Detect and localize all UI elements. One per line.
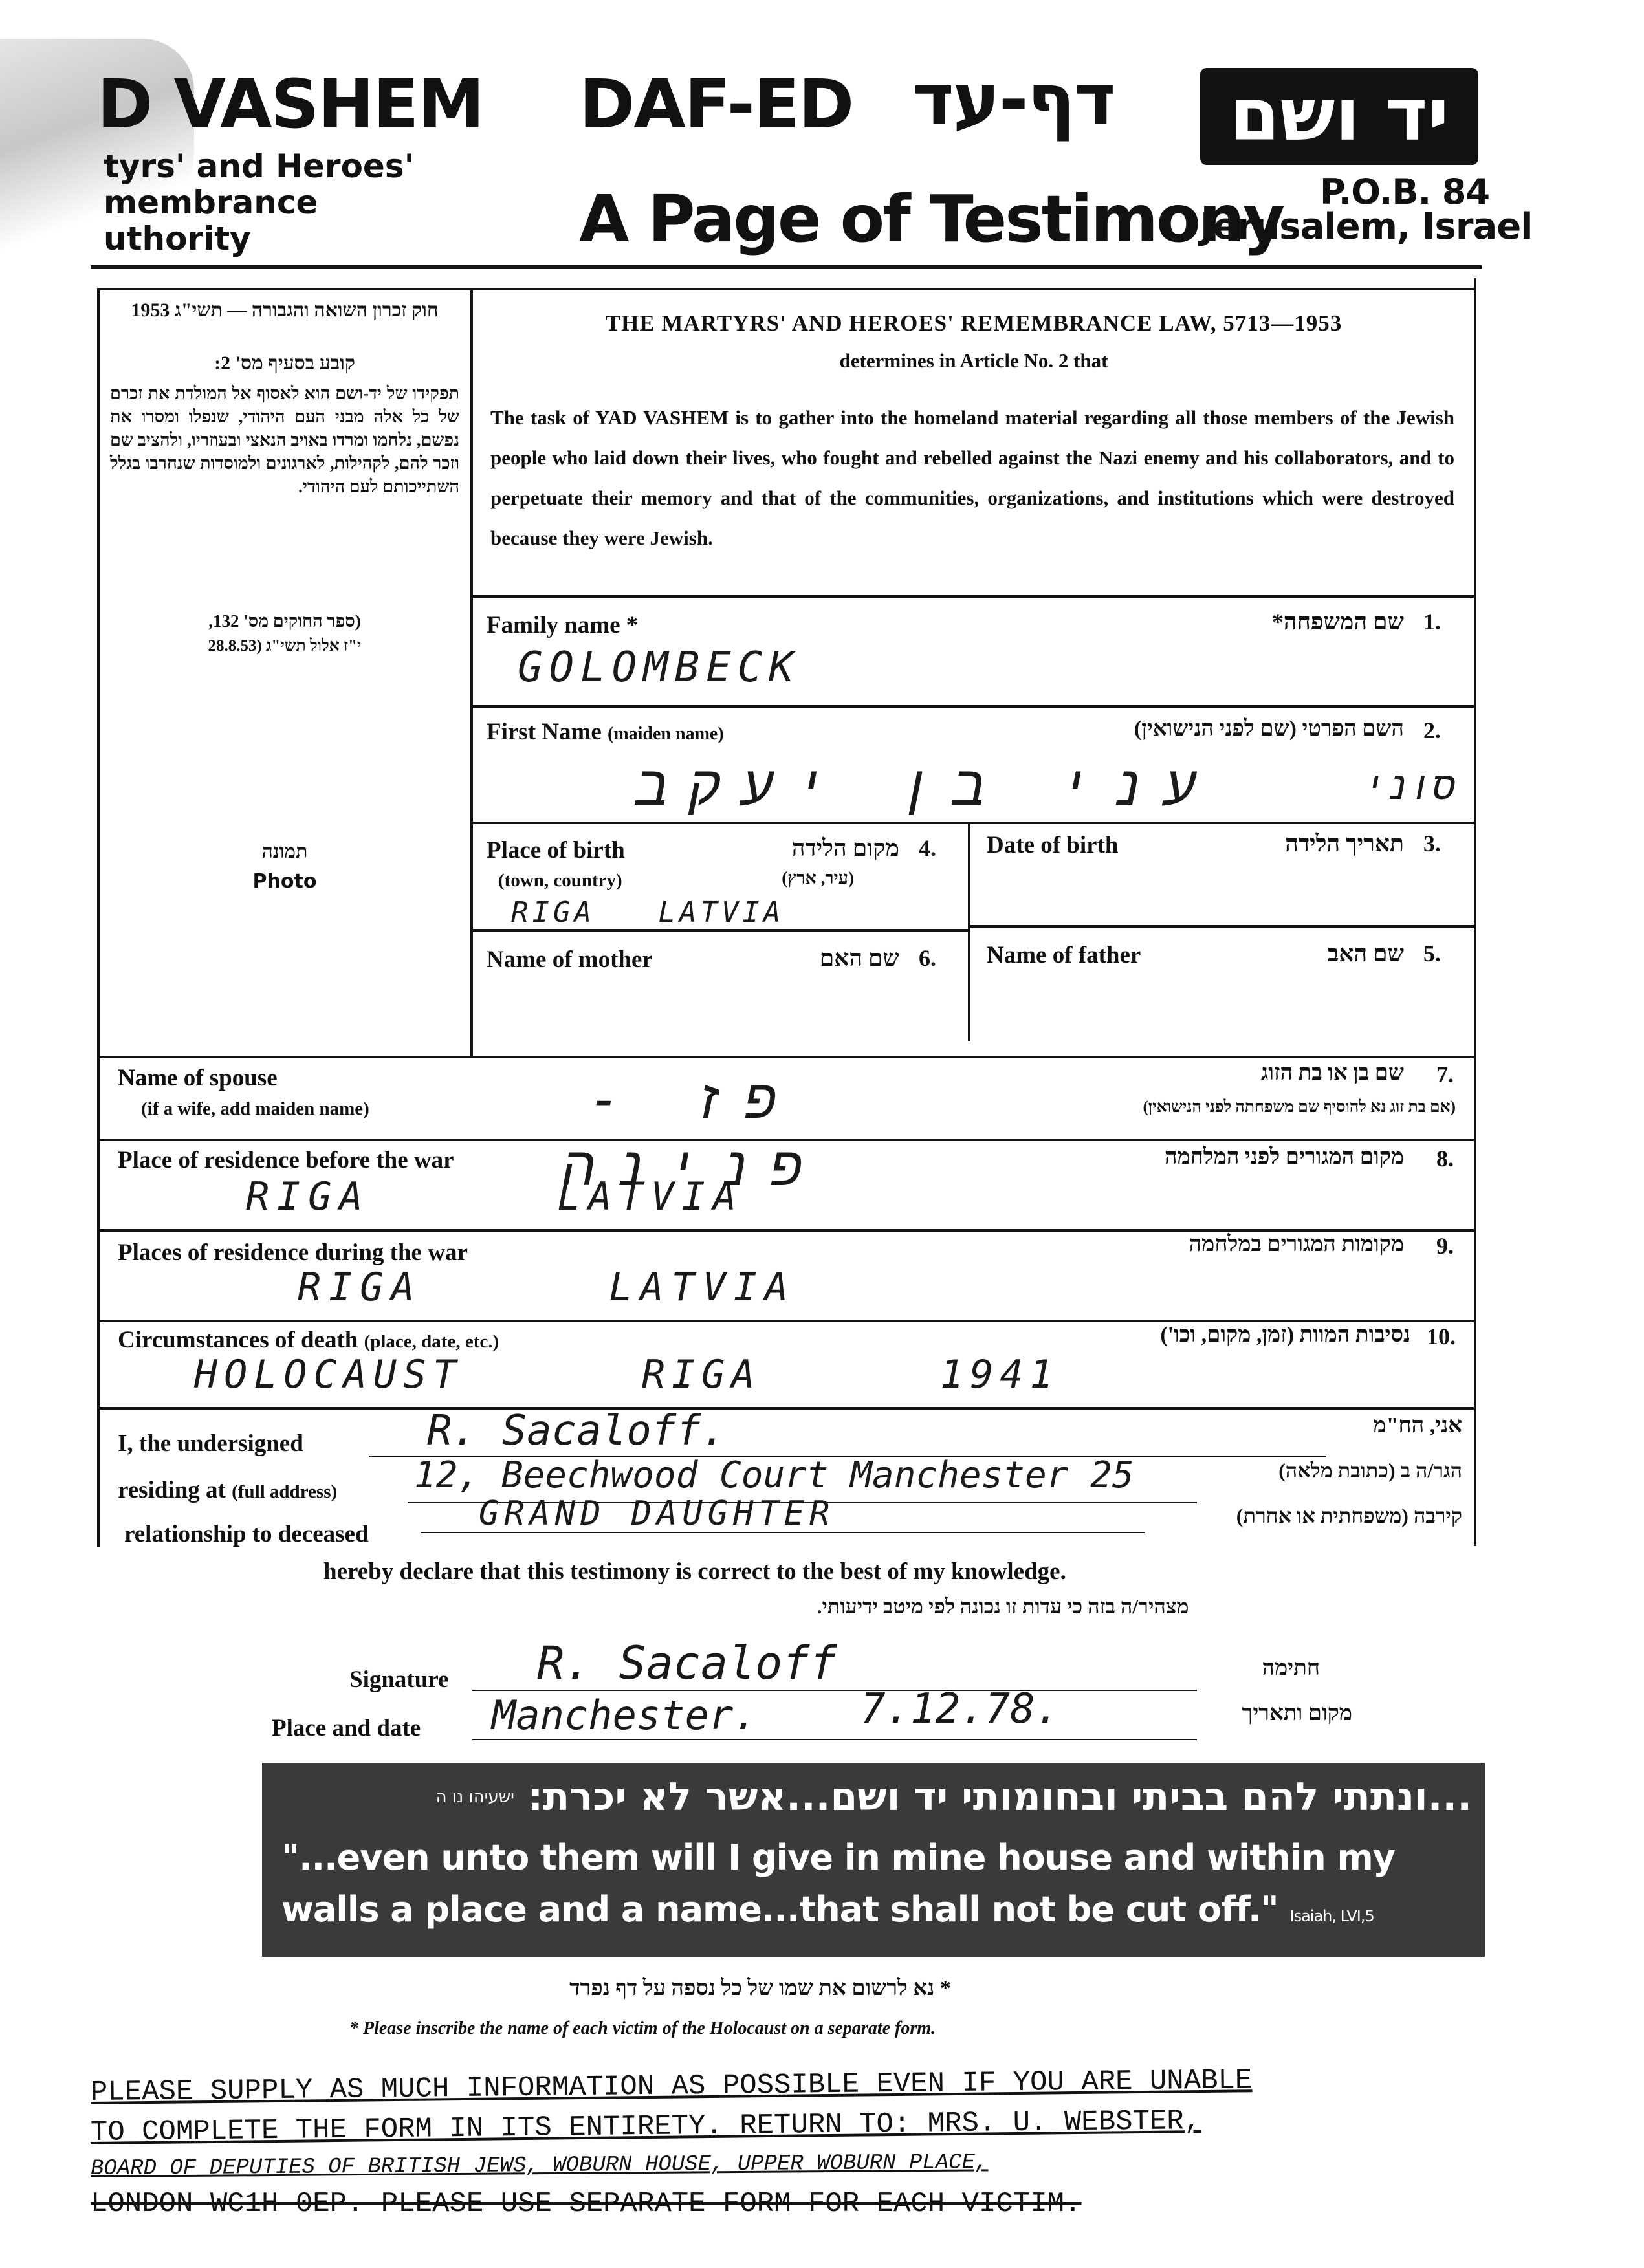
org-subtitle-1: tyrs' and Heroes' <box>104 147 414 185</box>
rule-after-law <box>470 595 1476 598</box>
place-of-birth-label-hebrew: מקום הלידה <box>791 835 899 861</box>
frame-left-upper <box>97 288 100 1058</box>
scripture-banner <box>262 1763 1485 1957</box>
spouse-value[interactable]: פז - פנינה <box>562 1067 823 1198</box>
banner-english-line-2-text: walls a place and a name...that shall not be cut off." <box>281 1889 1278 1930</box>
rule-between-3-5 <box>970 925 1476 928</box>
undersigned-label-hebrew: אני, הח"מ <box>1373 1413 1462 1437</box>
english-law-subtitle: determines in Article No. 2 that <box>839 349 1108 372</box>
banner-english-line-2 <box>281 1889 1374 1930</box>
org-subtitle-3: uthority <box>104 220 251 257</box>
residence-before-value[interactable]: RIGA LATVIA <box>246 1174 744 1219</box>
frame-right <box>1474 278 1476 1546</box>
header-rule <box>91 265 1482 269</box>
typed-line-4: LONDON WC1H 0EP. PLEASE USE SEPARATE FORM FOR EACH VICTIM. <box>91 2188 1082 2220</box>
relationship-label: relationship to deceased <box>124 1521 369 1547</box>
org-subtitle-2: membrance <box>104 184 318 221</box>
date-of-birth-number: 3. <box>1423 831 1441 856</box>
typed-line-2: TO COMPLETE THE FORM IN ITS ENTIRETY. RETURN TO: MRS. U. WEBSTER, <box>90 2105 1201 2149</box>
frame-divider-photo <box>470 288 473 1058</box>
first-name-label-note: (maiden name) <box>608 724 724 744</box>
place-of-birth-label-note: (town, country) <box>498 870 622 891</box>
place-of-birth-number: 4. <box>919 835 936 861</box>
yad-vashem-logo <box>1200 68 1478 165</box>
circumstances-label-text: Circumstances of death <box>118 1327 358 1353</box>
signature-label-hebrew: חתימה <box>1262 1656 1320 1680</box>
hebrew-law-ref: (ספר החוקים מס' 132, <box>208 611 361 631</box>
banner-english-line-1: "...even unto them will I give in mine house and within my <box>281 1837 1395 1878</box>
english-law-body: The task of YAD VASHEM is to gather into the homeland material regarding all those members of the Jewish people who laid down their lives, who fought and rebelled against the Nazi enemy and his collaborators, and to perpetuate their memory and that of the communities, organizations, and institutions which were destroyed because they were Jewish. <box>490 406 1454 549</box>
frame-top <box>97 288 1476 290</box>
residing-value[interactable]: 12, Beechwood Court Manchester 25 <box>414 1454 1134 1496</box>
undersigned-label: I, the undersigned <box>118 1430 303 1457</box>
spouse-label: Name of spouse <box>118 1065 278 1091</box>
spouse-label-note: (if a wife, add maiden name) <box>141 1098 369 1119</box>
signature-label: Signature <box>349 1666 449 1693</box>
hebrew-law-title: חוק זכרון השואה והגבורה — תשי"ג 1953 <box>131 300 439 321</box>
circumstances-label <box>118 1326 499 1354</box>
circumstances-number: 10. <box>1427 1324 1456 1349</box>
residence-during-number: 9. <box>1436 1233 1454 1259</box>
rule-after-field-1 <box>470 705 1476 708</box>
name-of-mother-label-hebrew: שם האם <box>819 945 899 971</box>
residing-label <box>118 1476 337 1504</box>
residence-during-value[interactable]: RIGA LATVIA <box>298 1265 796 1310</box>
date-value[interactable]: 7.12.78. <box>860 1685 1060 1733</box>
rule-after-field-10 <box>97 1407 1476 1410</box>
circumstances-value[interactable]: HOLOCAUST RIGA 1941 <box>194 1352 1060 1397</box>
dafed-english: DAF-ED <box>579 65 853 144</box>
first-name-extra-value[interactable]: סוני <box>1362 763 1456 809</box>
first-name-label <box>487 718 724 746</box>
typed-instructions <box>90 2064 1553 2228</box>
name-of-father-label-hebrew: שם האב <box>1327 941 1404 966</box>
banner-hebrew: ...ונתתי להם בביתי ובחומותי יד ושם...אשר לא יכרת: <box>527 1774 1472 1820</box>
place-of-birth-value[interactable]: RIGA LATVIA <box>511 896 785 929</box>
place-of-birth-label: Place of birth <box>487 837 625 864</box>
english-law-title: THE MARTYRS' AND HEROES' REMEMBRANCE LAW, 5713—1953 <box>605 311 1343 336</box>
logo-hebrew-text: יד ושם <box>1229 73 1449 157</box>
relationship-value[interactable]: GRAND DAUGHTER <box>479 1494 835 1533</box>
family-name-label-hebrew: שם המשפחה* <box>1271 609 1404 635</box>
first-name-label-text: First Name <box>487 719 602 745</box>
photo-label-english: Photo <box>252 870 317 893</box>
date-of-birth-label-hebrew: תאריך הלידה <box>1285 831 1404 856</box>
residence-before-label-hebrew: מקום המגורים לפני המלחמה <box>1164 1145 1404 1169</box>
family-name-value[interactable]: GOLOMBECK <box>518 644 800 692</box>
hebrew-law-article: קובע בסעיף מס' 2: <box>214 353 355 374</box>
footer-note-english: * Please inscribe the name of each victim of the Holocaust on a separate form. <box>349 2018 936 2038</box>
place-date-label: Place and date <box>272 1715 421 1741</box>
org-title: D VASHEM <box>97 65 483 144</box>
first-name-number: 2. <box>1423 717 1441 743</box>
photo-label-hebrew: תמונה <box>261 841 308 862</box>
typed-line-3: BOARD OF DEPUTIES OF BRITISH JEWS, WOBURN HOUSE, UPPER WOBURN PLACE, <box>90 2150 989 2181</box>
hebrew-law-date: י"ז אלול תשי"ג (28.8.53 <box>208 637 362 655</box>
spouse-label-hebrew: שם בן או בת הזוג <box>1261 1061 1404 1085</box>
name-of-mother-label: Name of mother <box>487 946 653 973</box>
rule-after-field-5-6 <box>97 1056 1476 1058</box>
signature-underline <box>472 1690 1197 1691</box>
hebrew-law-body: תפקידו של יד-ושם הוא לאסוף אל המולדת את זכרם של כל אלה מבני העם היהודי, שנפלו ומסרו את נפשם, נלחמו ומרדו באויב הנאצי ובעוזריו, ולהציב שם וזכר להם, לקהילות, לארגונים ולמוסדות שנחרבו בגלל השתייכותם לעם היהודי. <box>110 384 459 496</box>
residence-before-label: Place of residence before the war <box>118 1147 454 1173</box>
rule-between-4-6 <box>470 929 970 932</box>
residing-label-hebrew: הגר/ה ב (כתובת מלאה) <box>1278 1459 1462 1482</box>
footer-note-hebrew: * נא לרשום את שמו של כל נספה על דף נפרד <box>569 1976 951 2000</box>
declaration-english: hereby declare that this testimony is correct to the best of my knowledge. <box>323 1558 1066 1585</box>
first-name-value[interactable]: עני בן יעקב <box>635 754 1216 818</box>
page-title: A Page of Testimony <box>579 181 1284 257</box>
divider-col-3-4 <box>968 822 970 1041</box>
rule-after-field-9 <box>97 1320 1476 1322</box>
family-name-label: Family name * <box>487 612 639 638</box>
name-of-father-number: 5. <box>1423 941 1441 966</box>
residence-before-number: 8. <box>1436 1146 1454 1172</box>
frame-left-lower <box>97 1056 100 1547</box>
family-name-number: 1. <box>1423 609 1441 635</box>
name-of-mother-number: 6. <box>919 945 936 971</box>
undersigned-value[interactable]: R. Sacaloff. <box>427 1407 727 1455</box>
place-of-birth-label-hebrew-note: (עיר, ארץ) <box>782 868 854 888</box>
place-value[interactable]: Manchester. <box>492 1692 758 1739</box>
residing-label-note: (full address) <box>232 1481 338 1502</box>
declaration-hebrew: מצהיר/ה בזה כי עדות זו נכונה לפי מיטב ידיעותי. <box>817 1595 1189 1618</box>
place-date-label-hebrew: מקום ותאריך <box>1242 1701 1352 1725</box>
relationship-label-hebrew: קירבה (משפחתית או אחרת) <box>1236 1504 1462 1527</box>
residence-during-label-hebrew: מקומות המגורים במלחמה <box>1189 1232 1404 1256</box>
name-of-father-label: Name of father <box>987 942 1141 968</box>
date-of-birth-label: Date of birth <box>987 832 1119 858</box>
place-date-underline <box>472 1739 1197 1740</box>
city-address: Jerusalem, Israel <box>1200 206 1533 248</box>
pob-address: P.O.B. 84 <box>1320 171 1490 212</box>
first-name-label-hebrew: השם הפרטי (שם לפני הנישואין) <box>1134 717 1404 741</box>
residence-during-label: Places of residence during the war <box>118 1239 468 1266</box>
spouse-label-hebrew-note: (אם בת זוג נא להוסיף שם משפחתה לפני הנישואין) <box>1143 1098 1456 1116</box>
banner-hebrew-ref: ישעיהו נו ה <box>435 1787 514 1807</box>
spouse-number: 7. <box>1436 1062 1454 1087</box>
residing-label-text: residing at <box>118 1477 226 1503</box>
circumstances-label-note: (place, date, etc.) <box>364 1331 499 1352</box>
rule-after-field-2 <box>470 822 1476 824</box>
signature-value[interactable]: R. Sacaloff <box>537 1637 837 1690</box>
banner-english-ref: Isaiah, LVI,5 <box>1289 1907 1374 1925</box>
dafed-hebrew: דף-עד <box>912 58 1115 141</box>
rule-after-field-8 <box>97 1229 1476 1232</box>
typed-line-1: PLEASE SUPPLY AS MUCH INFORMATION AS POSSIBLE EVEN IF YOU ARE UNABLE <box>90 2064 1253 2109</box>
circumstances-label-hebrew: נסיבות המוות (זמן, מקום, וכו') <box>1160 1323 1410 1347</box>
